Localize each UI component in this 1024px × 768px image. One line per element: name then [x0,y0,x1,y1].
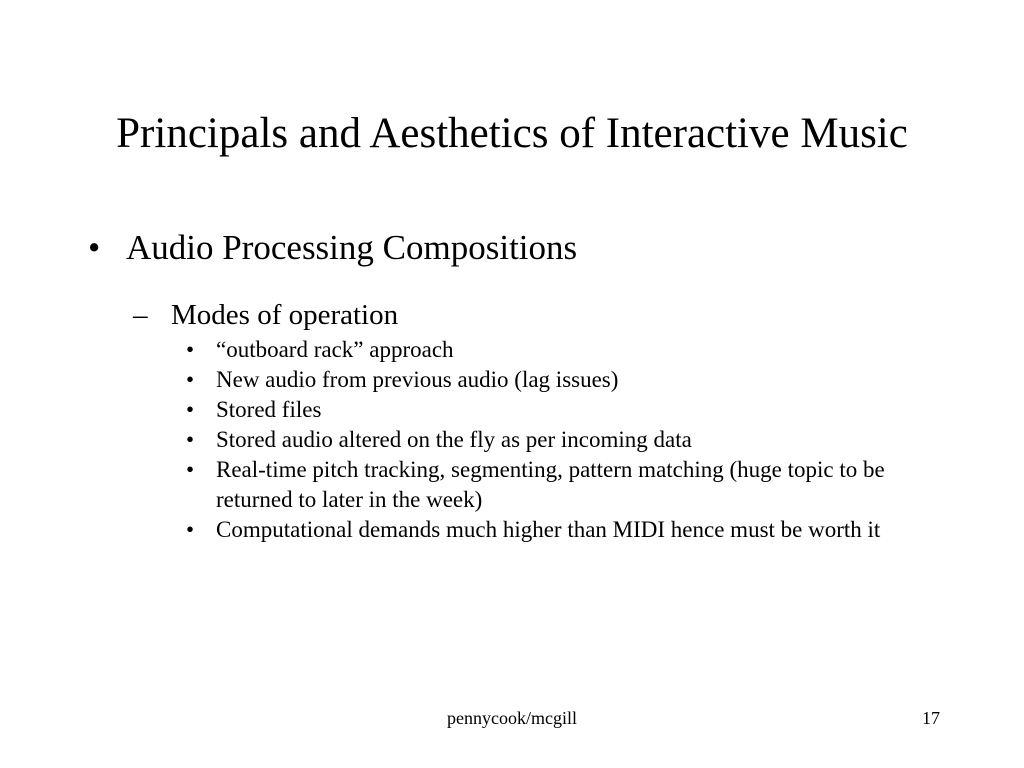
list-item-text: Real-time pitch tracking, segmenting, pattern matching (huge topic to be returned to later in the week) [216,457,885,512]
list-item-text: Computational demands much higher than MIDI hence must be worth it [216,517,881,542]
list-item [186,395,926,425]
list-item-text: New audio from previous audio (lag issues) [216,367,619,392]
slide-title: Principals and Aesthetics of Interactive Music [116,110,908,157]
dash-icon: – [133,299,148,331]
sub-bullet-list [186,335,926,545]
slide-footer: pennycook/mcgill [447,708,577,728]
list-item-text: Stored files [216,397,322,422]
list-item [186,455,926,515]
bullet-dot-icon: • [186,397,195,422]
list-item-text: “outboard rack” approach [216,337,454,362]
list-item [186,515,926,545]
bullet-dot-icon: • [186,517,195,542]
page-number: 17 [922,708,940,728]
bullet-dot-icon: • [186,367,195,392]
list-item-text: Stored audio altered on the fly as per incoming data [216,427,692,452]
bullet-level2-text: Modes of operation [171,299,399,331]
bullet-dot-icon: • [186,337,195,362]
list-item [186,425,926,455]
bullet-dot-icon: • [88,228,101,267]
bullet-level1-text: Audio Processing Compositions [126,228,578,267]
bullet-dot-icon: • [186,457,195,482]
bullet-dot-icon: • [186,427,195,452]
list-item [186,365,926,395]
list-item [186,335,926,365]
